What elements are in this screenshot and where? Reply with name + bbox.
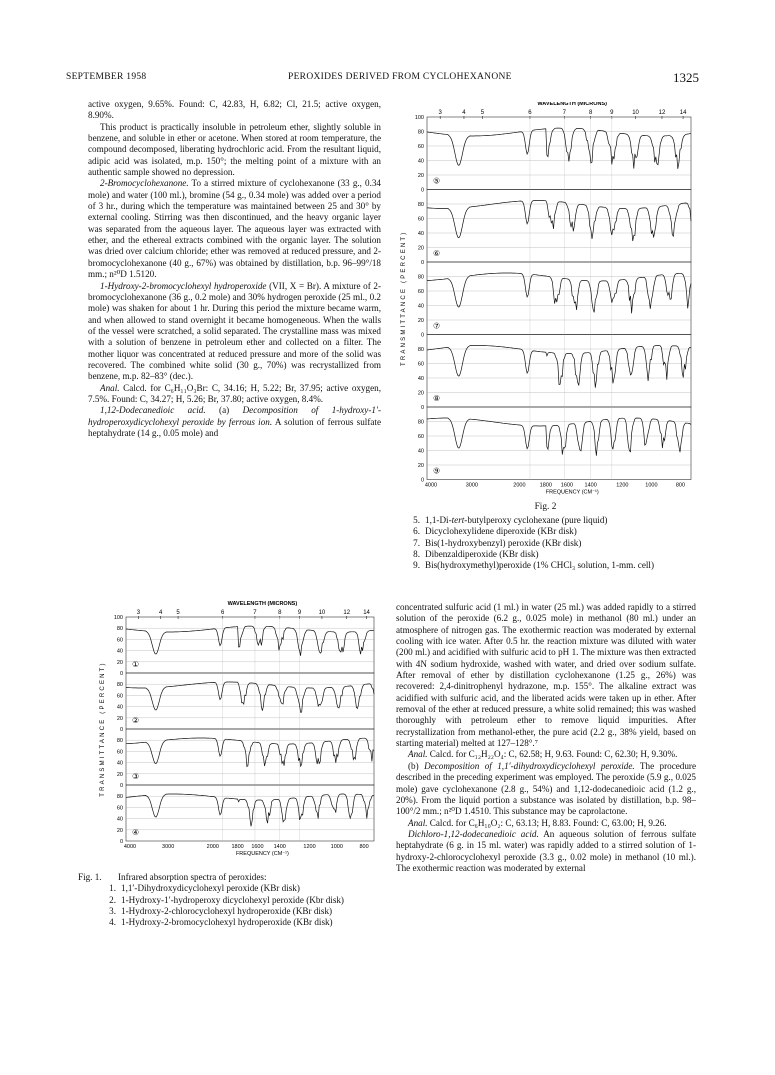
percent-tick-label: 0 <box>119 839 123 845</box>
left-column-text <box>88 99 381 439</box>
spectrum-trace <box>427 346 691 388</box>
section-title: 1-Hydroxy-2-bromocyclohexyl hydroperoxide <box>100 280 267 291</box>
percent-tick-label: 80 <box>116 626 123 633</box>
micron-tick-label: 3 <box>438 110 442 116</box>
spectrum-trace <box>427 201 691 242</box>
panel-frame <box>126 617 374 673</box>
spectrum-id-label: ⑨ <box>433 466 441 476</box>
percent-tick-label: 60 <box>116 805 123 812</box>
percent-tick-label: 80 <box>417 274 424 281</box>
fig1-infrared-spectra <box>84 600 384 868</box>
percent-tick-label: 60 <box>417 434 424 440</box>
spectrum-panel <box>117 785 374 845</box>
frequency-tick-label: 3000 <box>162 844 175 850</box>
spectrum-trace <box>427 418 691 456</box>
panel-frame <box>126 673 374 729</box>
percent-tick-label: 60 <box>417 216 424 223</box>
frequency-tick-label: 2000 <box>206 844 219 850</box>
percent-tick-label: 40 <box>116 704 123 711</box>
percent-tick-label: 80 <box>417 202 424 208</box>
spectrum-id-label: ④ <box>132 828 140 837</box>
section-title: Decomposition of 1,1′-dihydroxydicyclohexyl peroxide. <box>424 760 635 771</box>
section-title: 2-Bromocyclohexanone. <box>100 178 189 189</box>
frequency-tick-label: 4000 <box>123 844 137 850</box>
paragraph: 1,12-Dodecanedioic acid. (a) Decomposition of 1-hydroxy-1′-hydroperoxydicyclohexyl peroxide by ferrous ion. A solution of ferrous sulfate heptahydrate (14 g., 0.05 mole) and <box>88 405 381 438</box>
percent-tick-label: 80 <box>116 738 123 745</box>
micron-tick-label: 14 <box>679 110 687 116</box>
spectrum-trace <box>126 738 374 767</box>
wavelength-axis-label: WAVELENGTH (MICRONS) <box>227 601 298 607</box>
spectrum-id-label: ⑦ <box>433 321 441 331</box>
frequency-tick-label: 4000 <box>424 482 438 489</box>
paragraph: Anal. Calcd. for C₁₂H₂₂O₄: C, 62.58; H, 9.63. Found: C, 62.30; H, 9.30%. <box>408 749 678 760</box>
frequency-tick-label: 1200 <box>616 482 629 489</box>
percent-tick-label: 0 <box>420 405 424 411</box>
fig2-caption: 5. 1,1-Di-tert-butylperoxy cyclohexane (pure liquid) 6. Dicyclohexylidene diperoxide (KBr disk) 7. Bis(1-hydroxybenzyl) peroxide (KBr disk) 8. Dibenzaldiperoxide (KBr disk) 9. Bis(hydroxymethyl)peroxide (1% CHCl₃ solution, 1-mm. cell) <box>413 515 654 571</box>
micron-tick-label: 4 <box>159 610 163 616</box>
micron-tick-label: 7 <box>562 110 566 116</box>
spectrum-id-label: ⑧ <box>433 394 441 403</box>
percent-tick-label: 60 <box>116 749 123 756</box>
frequency-tick-label: 1800 <box>231 844 244 850</box>
percent-tick-label: 0 <box>420 187 424 194</box>
section-title: Dichloro-1,12-dodecanedioic acid. <box>408 828 539 839</box>
percent-tick-label: 20 <box>417 245 424 252</box>
percent-tick-label: 20 <box>116 771 123 778</box>
frequency-tick-label: 3000 <box>465 482 479 489</box>
percent-tick-label: 80 <box>417 347 424 353</box>
fig1-caption-title: Fig. 1. <box>78 872 102 882</box>
percent-tick-label: 20 <box>116 827 123 834</box>
spectrum-id-label: ⑥ <box>433 249 441 258</box>
percent-tick-label: 80 <box>417 419 424 426</box>
spectrum-trace <box>126 626 374 656</box>
frequency-tick-label: 1200 <box>303 844 316 850</box>
percent-tick-label: 60 <box>116 693 123 700</box>
fig1-caption: Fig. 1. Infrared absorption spectra of peroxides: 1. 1,1′-Dihydroxydicyclohexyl peroxide (KBr disk) 2. 1-Hydroxy-1′-hydroperoxy dicyclohexyl peroxide (Kbr disk) 3. 1-Hydroxy-2-chlorocyclohexyl hydroperoxide (KBr disk) 4. 1-Hydroxy-2-bromocyclohexyl hydroperoxide (KBr disk) <box>78 872 344 928</box>
spectrum-id-label: ③ <box>132 772 140 781</box>
percent-tick-label: 80 <box>116 794 123 801</box>
paragraph: Anal. Calcd. for C₆H₁₀O₂: C, 63.13; H, 8.83. Found: C, 63.00; H, 9.26. <box>408 817 667 828</box>
spectrum-panel <box>117 673 374 733</box>
frequency-tick-label: 2000 <box>513 482 526 489</box>
spectrum-trace <box>126 682 374 712</box>
spectrum-panel <box>114 615 374 677</box>
micron-tick-label: 10 <box>632 110 639 116</box>
frequency-tick-label: 800 <box>359 844 369 850</box>
frequency-tick-label: 1600 <box>560 482 574 489</box>
percent-tick-label: 60 <box>417 289 424 295</box>
percent-tick-label: 40 <box>417 376 424 382</box>
frequency-tick-label: 1000 <box>330 844 343 850</box>
frequency-tick-label: 1000 <box>645 482 658 489</box>
micron-tick-label: 8 <box>278 610 282 616</box>
percent-tick-label: 0 <box>119 727 123 733</box>
panel-frame <box>427 262 691 335</box>
percent-tick-label: 60 <box>417 361 424 368</box>
section-title: 1,12-Dodecanedioic acid. <box>100 405 206 416</box>
spectrum-panel <box>417 187 691 267</box>
percent-tick-label: 20 <box>417 318 424 324</box>
panel-frame <box>427 335 691 408</box>
percent-tick-label: 40 <box>116 816 123 823</box>
transmittance-axis-label: TRANSMITTANCE (PERCENT) <box>401 230 407 366</box>
spectrum-panel <box>117 729 374 789</box>
paragraph: (b) Decomposition of 1,1′-dihydroxydicyclohexyl peroxide. The procedure described in the preceding experiment was employed. The peroxide (5.9 g., 0.025 mole) gave cyclohexanone (2.8 g., 54%) and 1,12-dodecanedioic acid (1.2 g., 20%). From the liquid portion a substance was isolated by distillation, b.p. 98–100°/2 mm.; n²⁰D 1.4510. This substance may be caprolactone. <box>396 760 697 817</box>
paragraph: 1-Hydroxy-2-bromocyclohexyl hydroperoxide (VII, X = Br). A mixture of 2-bromocyclohexanone (36 g., 0.2 mole) and 30% hydrogen peroxide (25 ml., 0.2 mole) was shaken for about 1 hr. During this period the mixture became warm, and when allowed to stand overnight it became homogeneous. When the walls of the vessel were scratched, a solid separated. The crystalline mass was mixed with a solution of benzene in petroleum ether and collected on a filter. The mother liquor was concentrated at reduced pressure and more of the solid was recovered. The combined white solid (30 g., 70%) was recrystallized from benzene, m.p. 82–83° (dec.). <box>88 280 381 382</box>
spectrum-trace <box>126 794 374 826</box>
wavelength-axis-label: WAVELENGTH (MICRONS) <box>537 102 607 107</box>
percent-tick-label: 60 <box>417 144 424 150</box>
percent-tick-label: 0 <box>420 260 424 266</box>
spectrum-panel <box>418 262 691 339</box>
percent-tick-label: 0 <box>420 332 424 339</box>
micron-tick-label: 6 <box>528 110 532 116</box>
micron-tick-label: 5 <box>480 110 485 116</box>
frequency-tick-label: 1400 <box>273 844 286 850</box>
percent-tick-label: 20 <box>116 659 123 666</box>
micron-tick-label: 6 <box>221 610 225 616</box>
percent-tick-label: 100 <box>113 615 123 621</box>
micron-tick-label: 9 <box>610 110 614 116</box>
percent-tick-label: 20 <box>417 463 424 469</box>
percent-tick-label: 40 <box>417 231 424 237</box>
percent-tick-label: 0 <box>420 477 424 484</box>
spectrum-id-label: ② <box>132 716 140 725</box>
percent-tick-label: 40 <box>116 760 123 767</box>
percent-tick-label: 20 <box>417 173 424 179</box>
paragraph: This product is practically insoluble in petroleum ether, slightly soluble in benzene, and soluble in ether or acetone. When stored at room temperature, the compound decomposed, liberating hydrochloric acid. From the resultant liquid, adipic acid was isolated, m.p. 150°; the melting point of a mixture with an authentic sample showed no depression. <box>88 121 381 178</box>
percent-tick-label: 20 <box>116 715 123 722</box>
running-header-date: SEPTEMBER 1958 <box>66 72 147 82</box>
paragraph: Dichloro-1,12-dodecanedioic acid. An aqueous solution of ferrous sulfate heptahydrate (6 g. in 15 ml. water) was rapidly added to a stirred solution of 1-hydroxy-2-chlorocyclohexyl peroxide (3.3 g., 0.02 mole) in methanol (10 ml.). The exothermic reaction was moderated by external <box>396 828 696 873</box>
transmittance-axis-label: TRANSMITTANCE (PERCENT) <box>100 661 106 797</box>
spectrum-trace <box>427 128 691 169</box>
micron-tick-label: 10 <box>318 610 326 616</box>
micron-tick-label: 9 <box>297 610 302 616</box>
percent-tick-label: 60 <box>116 637 123 644</box>
micron-tick-label: 5 <box>176 610 180 616</box>
micron-tick-label: 12 <box>343 610 351 616</box>
percent-tick-label: 0 <box>119 783 123 789</box>
panel-frame <box>427 407 691 480</box>
spectrum-id-label: ① <box>132 660 140 669</box>
spectrum-panel <box>418 407 691 484</box>
micron-tick-label: 3 <box>136 610 141 616</box>
micron-tick-label: 8 <box>589 110 593 116</box>
percent-tick-label: 80 <box>417 129 424 136</box>
page-number: 1325 <box>673 70 699 85</box>
frequency-tick-label: 1600 <box>251 844 264 850</box>
frequency-tick-label: 1400 <box>584 482 597 489</box>
spectrum-panel <box>417 332 691 412</box>
micron-tick-label: 7 <box>253 610 257 616</box>
panel-frame <box>126 785 374 841</box>
spectrum-id-label: ⑤ <box>433 176 441 186</box>
frequency-tick-label: 800 <box>675 482 686 489</box>
percent-tick-label: 20 <box>417 390 424 397</box>
spectrum-trace <box>427 273 691 313</box>
percent-tick-label: 0 <box>119 671 123 677</box>
paragraph: Anal. Calcd. for C₆H₁₁O₃Br: C, 34.16; H, 5.22; Br, 37.95; active oxygen, 7.5%. Found: C, 34.27; H, 5.26; Br, 37.80; active oxygen, 8.4%. <box>88 382 381 404</box>
fig2-caption-title: Fig. 2 <box>534 502 557 512</box>
percent-tick-label: 40 <box>116 648 123 655</box>
percent-tick-label: 40 <box>417 448 424 455</box>
micron-tick-label: 12 <box>658 110 666 116</box>
spectrum-panel <box>415 115 691 194</box>
fig2-infrared-spectra <box>393 102 698 500</box>
percent-tick-label: 40 <box>417 303 424 310</box>
right-column-text <box>396 602 696 874</box>
frequency-axis-label: FREQUENCY (CM⁻¹) <box>235 851 289 857</box>
percent-tick-label: 80 <box>116 682 123 689</box>
frequency-tick-label: 1800 <box>539 482 552 489</box>
percent-tick-label: 100 <box>414 115 424 121</box>
paragraph: active oxygen, 9.65%. Found: C, 42.83, H, 6.82; Cl, 21.5; active oxygen, 8.90%. <box>88 99 381 121</box>
frequency-axis-label: FREQUENCY (CM⁻¹) <box>545 489 599 496</box>
running-header-title: PEROXIDES DERIVED FROM CYCLOHEXANONE <box>288 72 512 82</box>
panel-frame <box>427 190 691 263</box>
micron-tick-label: 4 <box>462 110 466 116</box>
paragraph: 2-Bromocyclohexanone. To a stirred mixture of cyclohexanone (33 g., 0.34 mole) and water (100 ml.), bromine (54 g., 0.34 mole) was added over a period of 3 hr., during which the temperature was maintained between 25 and 30° by external cooling. Stirring was then discontinued, and the heavy organic layer was separated from the aqueous layer. The aqueous layer was extracted with ether, and the ethereal extracts combined with the organic layer. The solution was dried over calcium chloride; ether was removed at reduced pressure, and 2-bromocyclohexanone (40 g., 67%) was obtained by distillation, b.p. 96–99°/18 mm.; n²⁰D 1.5120. <box>88 178 381 280</box>
micron-tick-label: 14 <box>363 610 370 616</box>
paragraph: concentrated sulfuric acid (1 ml.) in water (25 ml.) was added rapidly to a stirred solution of the peroxide (6.2 g., 0.025 mole) in methanol (80 ml.) under an atmosphere of nitrogen gas. The exothermic reaction was moderated by external cooling with ice water. After 0.5 hr. the reaction mixture was diluted with water (200 ml.) and acidified with sulfuric acid to pH 1. The mixture was then extracted with 4N sodium hydroxide, washed with water, and dried over sodium sulfate. After removal of ether by distillation cyclohexanone (1.25 g., 26%) was recovered: 2,4-dinitrophenyl hydrazone, m.p. 155°. The alkaline extract was acidified with sulfuric acid, and the liberated acids were taken up in ether. After removal of the ether at reduced pressure, a white solid remained; this was washed thoroughly with petroleum ether to remove liquid impurities. After recrystallization from methanol-ether, the pure acid (2.2 g., 38% yield, based on starting material) melted at 127–128°.⁷ <box>396 602 696 749</box>
percent-tick-label: 40 <box>417 158 424 165</box>
